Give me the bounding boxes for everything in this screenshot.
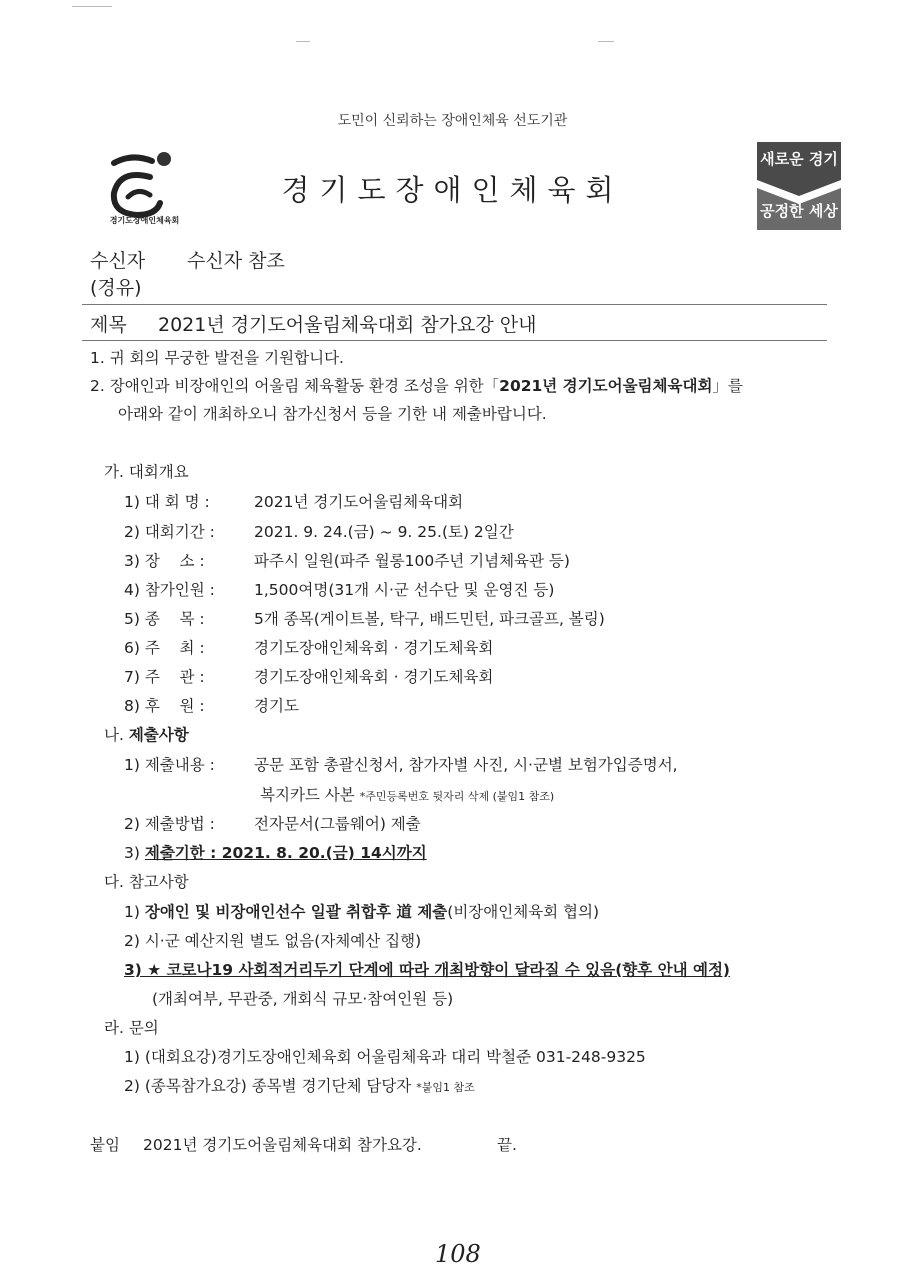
- attachment-label: 붙임: [90, 1136, 120, 1154]
- org-title: 경기도장애인체육회: [281, 173, 624, 207]
- scan-mark: [598, 41, 614, 42]
- addressee-value: 수신자 참조: [187, 250, 285, 272]
- ga-item-value: 경기도: [254, 697, 299, 715]
- subject-value: 2021년 경기도어울림체육대회 참가요강 안내: [158, 314, 537, 336]
- scan-mark: [296, 41, 310, 42]
- org-slogan: 도민이 신뢰하는 장애인체육 선도기관: [337, 113, 568, 129]
- paragraph-1: 1. 귀 회의 무궁한 발전을 기원합니다.: [90, 349, 344, 367]
- ga-item-value: 경기도장애인체육회 · 경기도체육회: [254, 639, 494, 657]
- page-number: 108: [435, 1240, 481, 1268]
- ga-item-value: 경기도장애인체육회 · 경기도체육회: [254, 668, 494, 686]
- ga-item-value: 1,500여명(31개 시·군 선수단 및 운영진 등): [254, 581, 555, 599]
- via-label: (경유): [90, 277, 142, 299]
- subject-label: 제목: [90, 314, 127, 336]
- ga-item-label: 5) 종 목 :: [124, 610, 205, 628]
- attachment-value: 2021년 경기도어울림체육대회 참가요강.: [143, 1136, 422, 1154]
- ga-item-value: 2021. 9. 24.(금) ~ 9. 25.(토) 2일간: [254, 523, 514, 541]
- na-deadline: 3) 제출기한 : 2021. 8. 20.(금) 14시까지: [124, 844, 427, 862]
- ga-item-label: 7) 주 관 :: [124, 668, 205, 686]
- end-mark: 끝.: [497, 1136, 517, 1154]
- divider: [82, 340, 827, 341]
- da-item-1: 1) 장애인 및 비장애인선수 일괄 취합후 道 제출(비장애인체육회 협의): [124, 903, 600, 921]
- section-ga-title: 가. 대회개요: [104, 463, 189, 481]
- section-na-title: 나. 제출사항: [104, 726, 189, 744]
- da-item-3-note: (개최여부, 무관중, 개회식 규모·참여인원 등): [152, 990, 454, 1008]
- ga-item-label: 8) 후 원 :: [124, 697, 205, 715]
- ra-item-2: 2) (종목참가요강) 종목별 경기단체 담당자 *붙임1 참조: [124, 1077, 475, 1095]
- ga-item-label: 6) 주 최 :: [124, 639, 205, 657]
- ga-item-label: 1) 대 회 명 :: [124, 493, 210, 511]
- na-item-label: 1) 제출내용 :: [124, 756, 215, 774]
- ga-item-value: 5개 종목(게이트볼, 탁구, 배드민턴, 파크골프, 볼링): [254, 610, 605, 628]
- na-item-value: 전자문서(그룹웨어) 제출: [254, 815, 421, 833]
- ga-item-label: 3) 장 소 :: [124, 552, 205, 570]
- scan-mark: [72, 6, 112, 7]
- paragraph-2: 2. 장애인과 비장애인의 어울림 체육활동 환경 조성을 위한「2021년 경기도어울림체육대회」를: [90, 377, 743, 395]
- divider: [82, 304, 827, 305]
- na-item-value: 공문 포함 총괄신청서, 참가자별 사진, 시·군별 보험가입증명서,: [254, 756, 678, 774]
- logo-caption: 경기도장애인체육회: [109, 216, 180, 225]
- na-item-continuation: 복지카드 사본 *주민등록번호 뒷자리 삭제 (붙임1 참조): [260, 786, 555, 804]
- badge-text-bottom: 공정한 세상: [760, 202, 838, 220]
- da-item-2: 2) 시·군 예산지원 별도 없음(자체예산 집행): [124, 932, 422, 950]
- ga-item-value: 파주시 일원(파주 월롱100주년 기념체육관 등): [254, 552, 570, 570]
- ga-item-label: 4) 참가인원 :: [124, 581, 215, 599]
- na-item-label: 2) 제출방법 :: [124, 815, 215, 833]
- section-ra-title: 라. 문의: [104, 1019, 159, 1037]
- section-da-title: 다. 참고사항: [104, 873, 189, 891]
- addressee-label: 수신자: [90, 250, 146, 272]
- badge-text-top: 새로운 경기: [760, 150, 838, 168]
- ra-item-1: 1) (대회요강)경기도장애인체육회 어울림체육과 대리 박철준 031-248-9325: [124, 1048, 646, 1066]
- ga-item-label: 2) 대회기간 :: [124, 523, 215, 541]
- ga-item-value: 2021년 경기도어울림체육대회: [254, 493, 464, 511]
- paragraph-2-line2: 아래와 같이 개최하오니 참가신청서 등을 기한 내 제출바랍니다.: [118, 405, 547, 423]
- da-item-3: 3) ★ 코로나19 사회적거리두기 단계에 따라 개최방향이 달라질 수 있음(향후 안내 예정): [124, 961, 730, 979]
